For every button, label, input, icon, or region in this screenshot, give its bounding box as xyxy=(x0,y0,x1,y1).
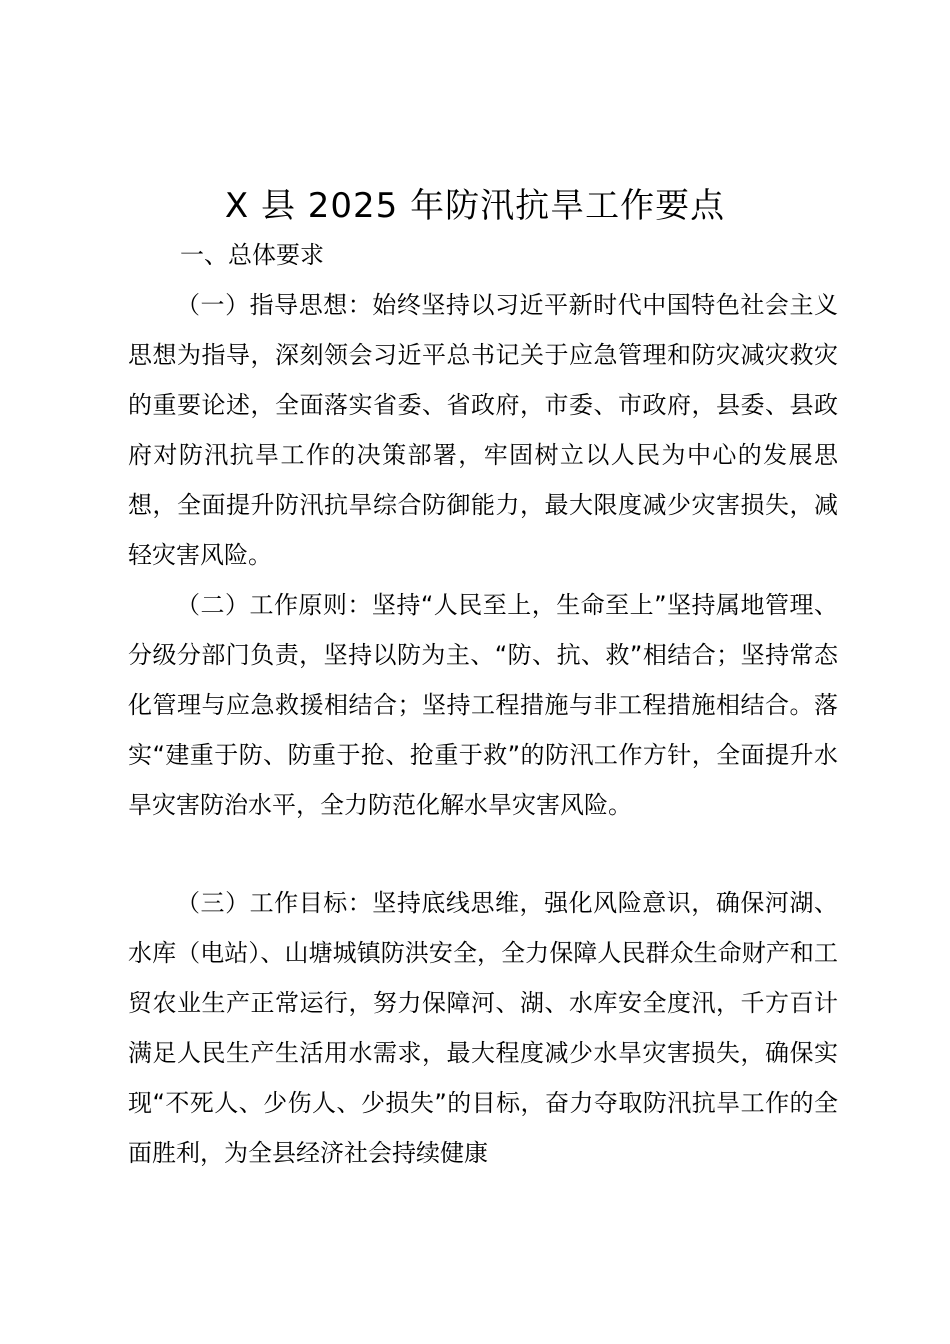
document-title: X 县 2025 年防汛抗旱工作要点 xyxy=(224,186,726,226)
paragraph-work-principles: （二）工作原则：坚持“人民至上，生命至上”坚持属地管理、分级分部门负责，坚持以防为主、“防、抗、救”相结合；坚持常态化管理与应急救援相结合；坚持工程措施与非工程措施相结合。落实“建重于防、防重于抢、抢重于救”的防汛工作方针，全面提升水旱灾害防治水平，全力防范化解水旱灾害风险。 xyxy=(128,591,838,819)
paragraph-work-goals: （三）工作目标：坚持底线思维，强化风险意识，确保河湖、水库（电站）、山塘城镇防洪安全，全力保障人民群众生命财产和工贸农业生产正常运行，努力保障河、湖、水库安全度汛，千方百计满足人民生产生活用水需求，最大程度减少水旱灾害损失，确保实现“不死人、少伤人、少损失”的目标，奋力夺取防汛抗旱工作的全面胜利，为全县经济社会持续健康 xyxy=(128,889,838,1167)
section-heading: 一、总体要求 xyxy=(180,241,324,269)
paragraph-guiding-ideology: （一）指导思想：始终坚持以习近平新时代中国特色社会主义思想为指导，深刻领会习近平总书记关于应急管理和防灾减灾救灾的重要论述，全面落实省委、省政府，市委、市政府，县委、县政府对防汛抗旱工作的决策部署，牢固树立以人民为中心的发展思想，全面提升防汛抗旱综合防御能力，最大限度减少灾害损失，减轻灾害风险。 xyxy=(128,291,838,569)
